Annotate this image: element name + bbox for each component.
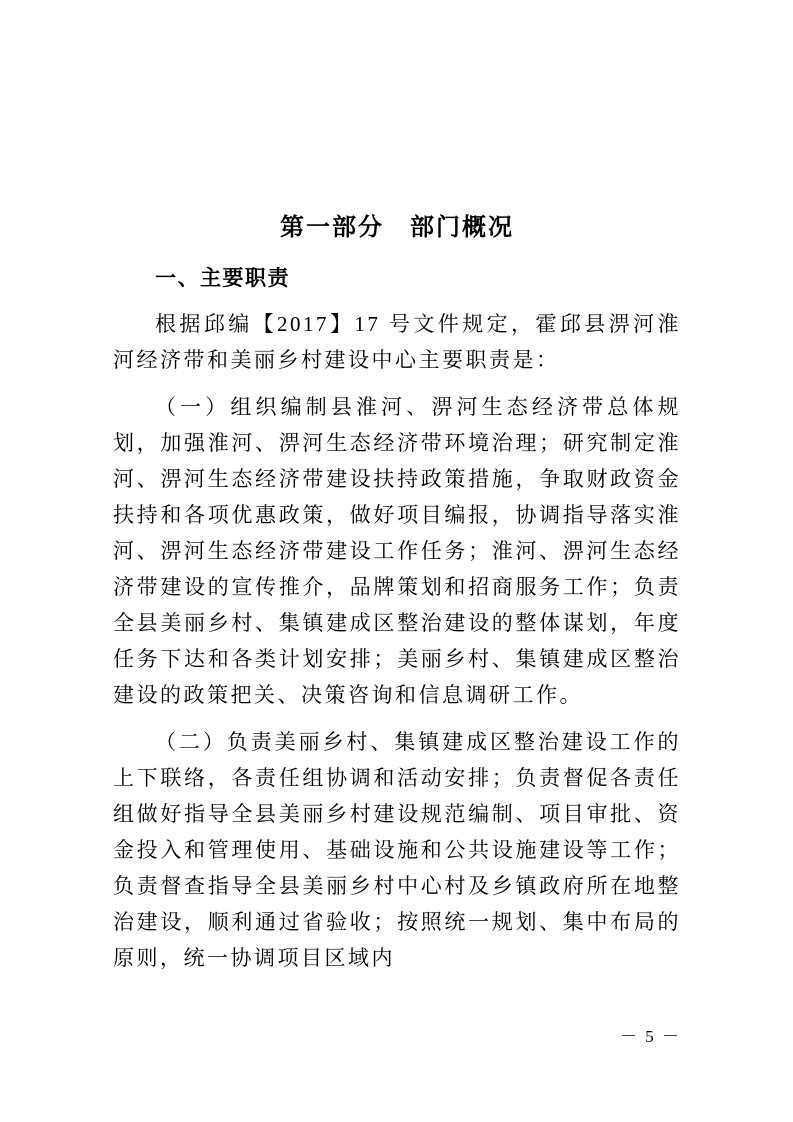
paragraph-duty-2: （二）负责美丽乡村、集镇建成区整治建设工作的上下联络，各责任组协调和活动安排；负责督促各责任组做好指导全县美丽乡村建设规范编制、项目审批、资金投入和管理使用、基础设施和公共设施建设等工作；负责督查指导全县美丽乡村中心村及乡镇政府所在地整治建设，顺利通过省验收；按照统一规划、集中布局的原则，统一协调项目区域内 [113,730,681,970]
page-number: － 5 － [620,1027,681,1046]
document-title: 第一部分 部门概况 [280,214,514,241]
section-heading: 一、主要职责 [155,267,290,290]
paragraph-intro: 根据邱编【2017】17 号文件规定，霍邱县淠河淮河经济带和美丽乡村建设中心主要职责是： [113,312,681,372]
document-page [113,207,681,987]
paragraph-duty-1: （一）组织编制县淮河、淠河生态经济带总体规划，加强淮河、淠河生态经济带环境治理；研究制定淮河、淠河生态经济带建设扶持政策措施，争取财政资金扶持和各项优惠政策，做好项目编报，协调指导落实淮河、淠河生态经济带建设工作任务；淮河、淠河生态经济带建设的宣传推介，品牌策划和招商服务工作；负责全县美丽乡村、集镇建成区整治建设的整体谋划，年度任务下达和各类计划安排；美丽乡村、集镇建成区整治建设的政策把关、决策咨询和信息调研工作。 [113,395,681,707]
